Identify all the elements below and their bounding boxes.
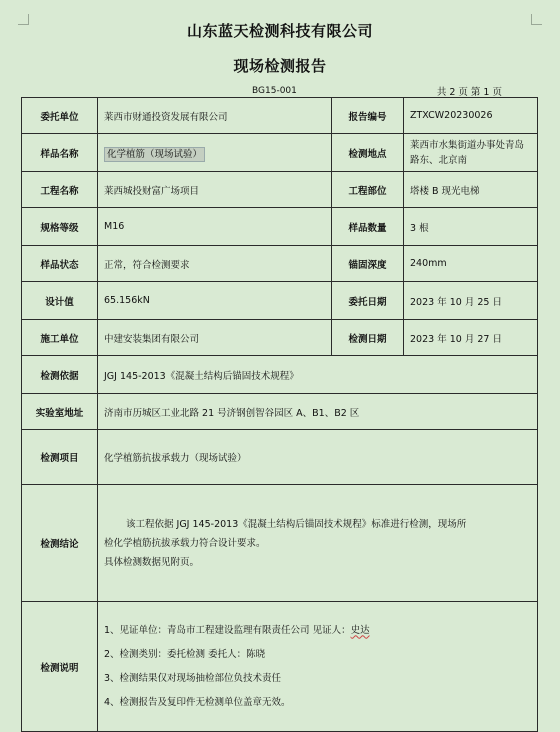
location-value: 莱西市水集街道办事处青岛路东、北京南	[404, 134, 538, 172]
conclusion-cell	[98, 485, 538, 602]
part-value: 塔楼 B 现光电梯	[404, 172, 538, 208]
project-label: 工程名称	[22, 172, 98, 208]
report-title: 现场检测报告	[233, 57, 327, 75]
notes-cell	[98, 602, 538, 732]
builder-label: 施工单位	[22, 320, 98, 356]
test-date-value: 2023 年 10 月 27 日	[404, 320, 538, 356]
builder-value: 中建安装集团有限公司	[98, 320, 332, 356]
quantity-label: 样品数量	[332, 208, 404, 246]
commission-date-label: 委托日期	[332, 282, 404, 320]
table-row	[22, 98, 538, 134]
table-row	[22, 134, 538, 172]
sample-name-label: 样品名称	[22, 134, 98, 172]
table-row	[22, 246, 538, 282]
design-value: 65.156kN	[98, 282, 332, 320]
report-no-value: ZTXCW20230026	[404, 98, 538, 134]
witness-name: 史达	[350, 624, 370, 636]
location-label: 检测地点	[332, 134, 404, 172]
table-row	[22, 356, 538, 394]
table-row	[22, 282, 538, 320]
spec-value: M16	[98, 208, 332, 246]
state-value: 正常，符合检测要求	[98, 246, 332, 282]
note-2: 2、检测类别：委托检测 委托人：陈晓	[104, 648, 266, 660]
state-label: 样品状态	[22, 246, 98, 282]
client-label: 委托单位	[22, 98, 98, 134]
form-code: BG15-001	[252, 86, 297, 96]
depth-label: 锚固深度	[332, 246, 404, 282]
design-label: 设计值	[22, 282, 98, 320]
basis-label: 检测依据	[22, 356, 98, 394]
note-1	[104, 619, 531, 643]
report-table	[21, 97, 538, 732]
spec-label: 规格等级	[22, 208, 98, 246]
notes-label: 检测说明	[22, 602, 98, 732]
note-1-text: 1、见证单位：青岛市工程建设监理有限责任公司 见证人：	[104, 624, 351, 636]
note-3: 3、检测结果仅对现场抽检部位负技术责任	[104, 672, 282, 684]
conclusion-line-1: 该工程依据 JGJ 145-2013《混凝土结构后锚固技术规程》标准进行检测，现场所	[126, 518, 467, 530]
conclusion-label: 检测结论	[22, 485, 98, 602]
sample-name-cell	[98, 134, 332, 172]
table-row	[22, 208, 538, 246]
project-value: 莱西城投财富广场项目	[98, 172, 332, 208]
item-label: 检测项目	[22, 430, 98, 485]
table-row	[22, 430, 538, 485]
quantity-value: 3 根	[404, 208, 538, 246]
table-row	[22, 485, 538, 602]
test-date-label: 检测日期	[332, 320, 404, 356]
report-no-label: 报告编号	[332, 98, 404, 134]
conclusion-line-2: 检化学植筋抗拔承载力符合设计要求。	[104, 537, 266, 549]
table-row	[22, 394, 538, 430]
lab-address-value: 济南市历城区工业北路 21 号济钢创智谷园区 A、B1、B2 区	[98, 394, 538, 430]
part-label: 工程部位	[332, 172, 404, 208]
table-row	[22, 320, 538, 356]
table-row	[22, 172, 538, 208]
page-info: 共 2 页 第 1 页	[436, 87, 502, 98]
note-4: 4、检测报告及复印件无检测单位盖章无效。	[104, 696, 291, 708]
lab-address-label: 实验室地址	[22, 394, 98, 430]
commission-date-value: 2023 年 10 月 25 日	[404, 282, 538, 320]
conclusion-line-3: 具体检测数据见附页。	[104, 556, 200, 568]
basis-value: JGJ 145-2013《混凝土结构后锚固技术规程》	[98, 356, 538, 394]
sample-name-value: 化学植筋（现场试验）	[104, 147, 205, 162]
table-row	[22, 602, 538, 732]
depth-value: 240mm	[404, 246, 538, 282]
company-name: 山东蓝天检测科技有限公司	[186, 22, 373, 40]
client-value: 莱西市财通投资发展有限公司	[98, 98, 332, 134]
item-value: 化学植筋抗拔承载力（现场试验）	[98, 430, 538, 485]
